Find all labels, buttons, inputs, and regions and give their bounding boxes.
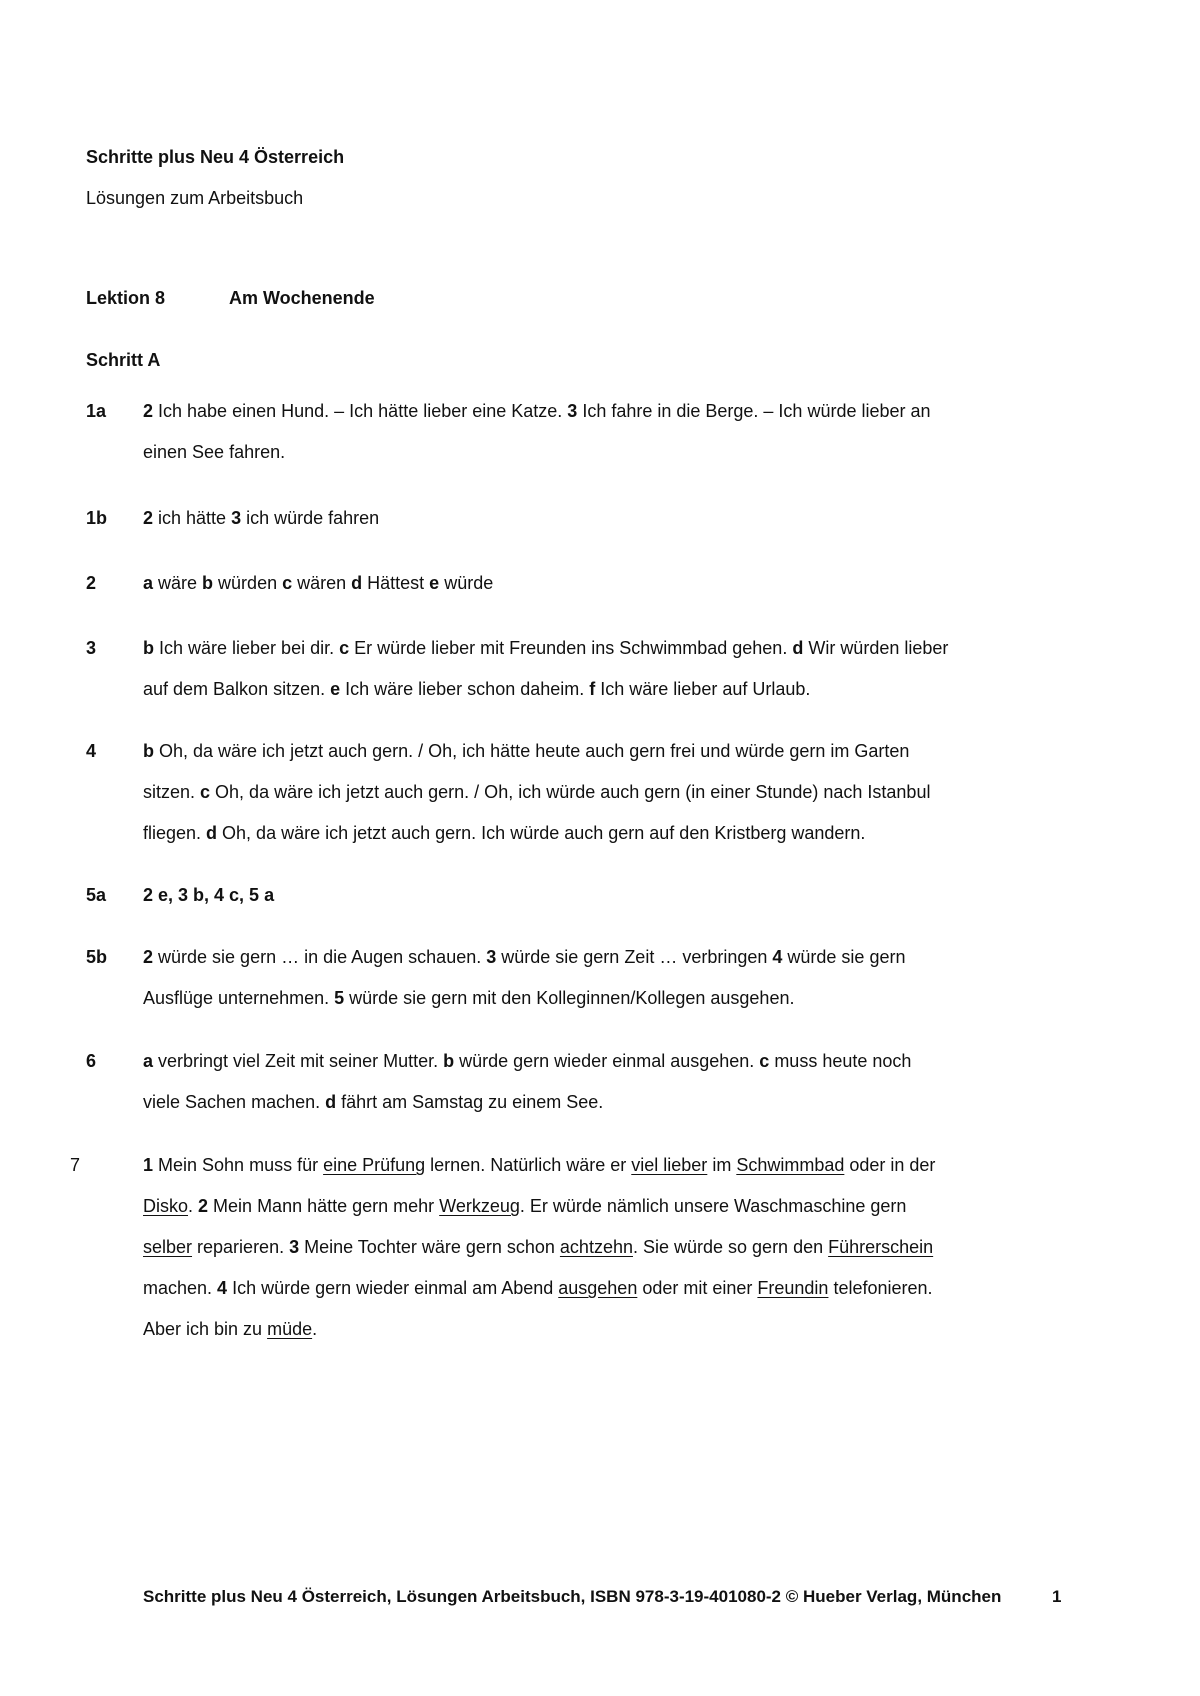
answer-text: wäre xyxy=(153,573,203,593)
answer-text: . Sie würde so gern den xyxy=(632,1237,829,1257)
item-letter: b xyxy=(143,638,154,658)
answer-text: Oh, da wäre ich jetzt auch gern. Ich würde auch gern auf den Kristberg wandern. xyxy=(217,823,866,843)
item-letter: c xyxy=(759,1051,770,1071)
exercise-number: 1a xyxy=(86,401,107,421)
answer-text: . xyxy=(312,1319,318,1339)
answer-text: verbringt viel Zeit mit seiner Mutter. xyxy=(153,1051,444,1071)
item-letter: f xyxy=(589,679,596,699)
answer-text: würde sie gern mit den Kolleginnen/Kollegen ausgehen. xyxy=(344,988,795,1008)
item-number: 2 xyxy=(143,508,154,528)
item-number: 3 xyxy=(289,1237,300,1257)
answer-text: Aber ich bin zu xyxy=(143,1319,268,1339)
item-letter: e xyxy=(429,573,440,593)
answer-text: Wir würden lieber xyxy=(803,638,949,658)
exercise-number: 6 xyxy=(86,1051,97,1071)
lesson-label: Lektion 8 xyxy=(86,288,166,308)
answer-text: Ich wäre lieber bei dir. xyxy=(154,638,340,658)
item-number: 2 xyxy=(143,947,154,967)
answer-text: Ich wäre lieber schon daheim. xyxy=(340,679,590,699)
exercise-number: 2 xyxy=(86,573,97,593)
answer-text: Oh, da wäre ich jetzt auch gern. / Oh, ich hätte heute auch gern frei und würde gern im Garten xyxy=(154,741,910,761)
answer-text: oder in der xyxy=(844,1155,936,1175)
answer-text: Ich habe einen Hund. – Ich hätte lieber eine Katze. xyxy=(153,401,568,421)
answer-text: Ausflüge unternehmen. xyxy=(143,988,335,1008)
item-number: 3 xyxy=(231,508,242,528)
exercise-answer xyxy=(143,875,1073,916)
section-heading: Schritt A xyxy=(86,350,161,370)
item-letter: c xyxy=(282,573,293,593)
answer-text: . Er würde nämlich unsere Waschmaschine gern xyxy=(519,1196,907,1216)
page-footer: Schritte plus Neu 4 Österreich, Lösungen Arbeitsbuch, ISBN 978-3-19-401080-2 © Hueber Verlag, München xyxy=(143,1587,1002,1606)
exercise-answer xyxy=(143,1041,1073,1123)
item-number: 5 xyxy=(334,988,345,1008)
answer-text: würde gern wieder einmal ausgehen. xyxy=(454,1051,760,1071)
exercise-number: 5b xyxy=(86,947,108,967)
answer-text: muss heute noch xyxy=(769,1051,912,1071)
underlined-word: Freundin xyxy=(757,1278,829,1298)
underlined-word: eine Prüfung xyxy=(323,1155,426,1175)
answer-text: einen See fahren. xyxy=(143,442,286,462)
item-number: 1 xyxy=(143,1155,154,1175)
answer-text: ich würde fahren xyxy=(241,508,380,528)
answer-text: viele Sachen machen. xyxy=(143,1092,326,1112)
exercise-answer xyxy=(143,628,1073,710)
answer-text: 2 e, 3 b, 4 c, 5 a xyxy=(143,885,275,905)
exercise-answer xyxy=(143,937,1073,1019)
underlined-word: Schwimmbad xyxy=(736,1155,845,1175)
item-letter: a xyxy=(143,1051,154,1071)
page-number: 1 xyxy=(1052,1587,1062,1606)
answer-text: ich hätte xyxy=(153,508,232,528)
answer-text: Mein Mann hätte gern mehr xyxy=(208,1196,440,1216)
item-number: 2 xyxy=(143,401,154,421)
exercise-number: 5a xyxy=(86,885,107,905)
exercise-answer xyxy=(143,498,1073,539)
exercise-number: 3 xyxy=(86,638,97,658)
answer-text: Hättest xyxy=(362,573,430,593)
answer-text: im xyxy=(707,1155,737,1175)
exercise-answer xyxy=(143,391,1073,473)
answer-text: würde sie gern xyxy=(782,947,906,967)
underlined-word: Führerschein xyxy=(828,1237,934,1257)
answer-text: wären xyxy=(292,573,352,593)
item-number: 4 xyxy=(772,947,783,967)
answer-text: würde sie gern Zeit … verbringen xyxy=(496,947,773,967)
answer-text: lernen. Natürlich wäre er xyxy=(425,1155,632,1175)
item-letter: a xyxy=(143,573,154,593)
answer-text: reparieren. xyxy=(192,1237,290,1257)
item-letter: b xyxy=(443,1051,455,1071)
answer-text: telefonieren. xyxy=(828,1278,933,1298)
item-letter: d xyxy=(351,573,363,593)
exercise-number: 7 xyxy=(70,1155,81,1175)
exercise-answer xyxy=(143,563,1073,604)
underlined-word: achtzehn xyxy=(559,1237,633,1257)
item-number: 3 xyxy=(486,947,497,967)
answer-text: fährt am Samstag zu einem See. xyxy=(336,1092,604,1112)
answer-text: Ich würde gern wieder einmal am Abend xyxy=(227,1278,559,1298)
lesson-name: Am Wochenende xyxy=(229,288,375,308)
answer-text: würden xyxy=(213,573,283,593)
answer-text: Meine Tochter wäre gern schon xyxy=(299,1237,560,1257)
item-number: 2 xyxy=(198,1196,209,1216)
answer-text: fliegen. xyxy=(143,823,207,843)
answer-text: würde sie gern … in die Augen schauen. xyxy=(153,947,487,967)
answer-text: würde xyxy=(439,573,494,593)
answer-text: Mein Sohn muss für xyxy=(153,1155,324,1175)
item-letter: d xyxy=(206,823,218,843)
document-title: Schritte plus Neu 4 Österreich xyxy=(86,147,345,167)
answer-text: Oh, da wäre ich jetzt auch gern. / Oh, ich würde auch gern (in einer Stunde) nach Istanbul xyxy=(210,782,931,802)
answer-text: . xyxy=(188,1196,199,1216)
underlined-word: selber xyxy=(143,1237,193,1257)
answer-text: auf dem Balkon sitzen. xyxy=(143,679,331,699)
item-letter: b xyxy=(202,573,214,593)
item-letter: d xyxy=(325,1092,337,1112)
underlined-word: Disko xyxy=(143,1196,189,1216)
underlined-word: viel lieber xyxy=(631,1155,708,1175)
underlined-word: müde xyxy=(267,1319,313,1339)
underlined-word: ausgehen xyxy=(558,1278,638,1298)
item-number: 3 xyxy=(567,401,578,421)
answer-text: oder mit einer xyxy=(637,1278,758,1298)
exercise-number: 1b xyxy=(86,508,108,528)
item-letter: c xyxy=(200,782,211,802)
item-letter: c xyxy=(339,638,350,658)
document-subtitle: Lösungen zum Arbeitsbuch xyxy=(86,188,304,208)
item-number: 4 xyxy=(217,1278,228,1298)
answer-text: machen. xyxy=(143,1278,218,1298)
exercise-number: 4 xyxy=(86,741,97,761)
answer-text: Ich fahre in die Berge. – Ich würde lieber an xyxy=(577,401,931,421)
exercise-answer xyxy=(143,1145,1073,1350)
answer-text: sitzen. xyxy=(143,782,201,802)
answer-text: Ich wäre lieber auf Urlaub. xyxy=(595,679,811,699)
exercise-answer xyxy=(143,731,1073,854)
item-letter: b xyxy=(143,741,154,761)
item-letter: e xyxy=(330,679,341,699)
item-letter: d xyxy=(792,638,804,658)
underlined-word: Werkzeug xyxy=(439,1196,520,1216)
answer-text: Er würde lieber mit Freunden ins Schwimmbad gehen. xyxy=(349,638,793,658)
